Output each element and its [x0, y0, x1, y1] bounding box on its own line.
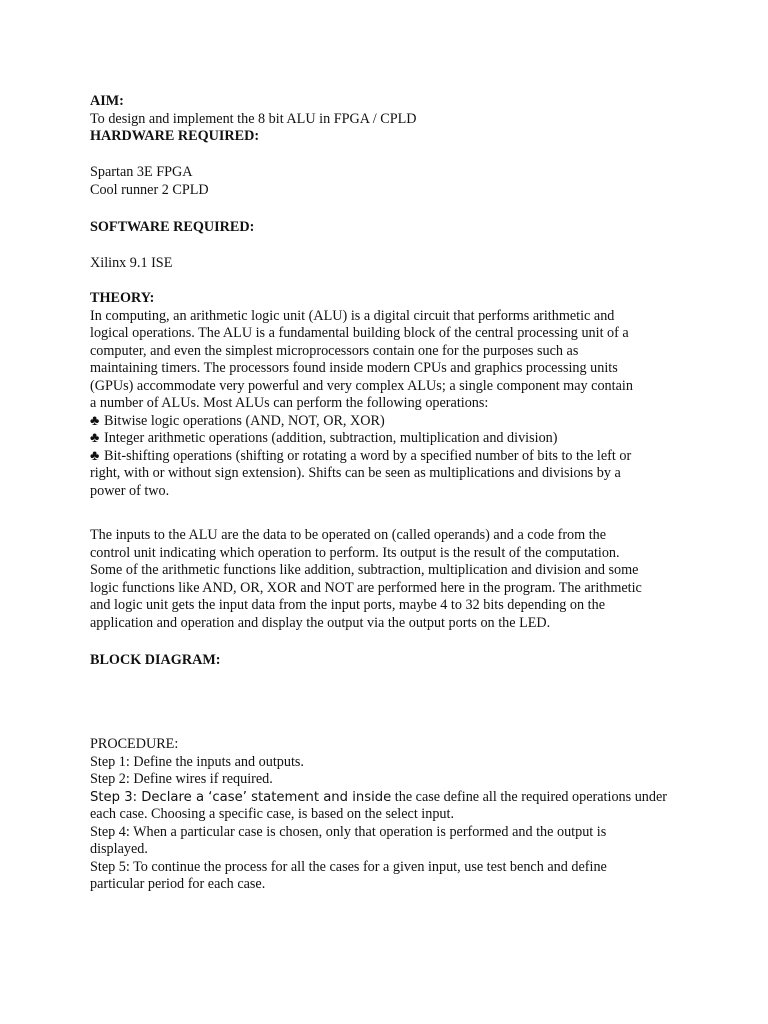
aim-heading: AIM:	[90, 93, 124, 109]
procedure-step-continued: particular period for each case.	[90, 876, 266, 892]
theory-line: Some of the arithmetic functions like addition, subtraction, multiplication and division and some	[90, 562, 639, 578]
bullet-text: Bit-shifting operations (shifting or rotating a word by a specified number of bits to the left or	[104, 447, 632, 464]
aim-section	[90, 93, 690, 146]
theory-paragraph-2	[90, 527, 690, 632]
step-3-part-1: Step 3: Declare a ‘case’ statement and inside	[90, 789, 392, 805]
procedure-section	[90, 736, 690, 894]
theory-line: a number of ALUs. Most ALUs can perform the following operations:	[90, 395, 489, 411]
list-item	[90, 430, 690, 448]
procedure-step: Step 1: Define the inputs and outputs.	[90, 753, 304, 770]
aim-text: To design and implement the 8 bit ALU in FPGA / CPLD	[90, 110, 417, 127]
procedure-step	[90, 789, 690, 807]
hardware-item: Spartan 3E FPGA	[90, 164, 193, 180]
procedure-step-continued: each case. Choosing a specific case, is based on the select input.	[90, 806, 455, 822]
block-diagram-section	[90, 652, 690, 670]
theory-line: The inputs to the ALU are the data to be operated on (called operands) and a code from the	[90, 527, 607, 543]
procedure-step-continued: displayed.	[90, 841, 148, 857]
step-3-part-2: the case define all the required operations under	[391, 788, 667, 805]
hardware-heading: HARDWARE REQUIRED:	[90, 128, 260, 144]
theory-line: logical operations. The ALU is a fundamental building block of the central processing unit of a	[90, 325, 629, 341]
club-bullet-icon: ♣	[90, 412, 100, 429]
theory-line: computer, and even the simplest microprocessors contain one for the purposes such as	[90, 342, 579, 359]
theory-line: control unit indicating which operation to perform. Its output is the result of the computation.	[90, 544, 620, 561]
theory-line: (GPUs) accommodate very powerful and very complex ALUs; a single component may contain	[90, 377, 633, 394]
list-item	[90, 413, 690, 431]
procedure-step: Step 2: Define wires if required.	[90, 771, 273, 787]
theory-line: In computing, an arithmetic logic unit (ALU) is a digital circuit that performs arithmetic and	[90, 307, 615, 324]
software-heading: SOFTWARE REQUIRED:	[90, 219, 255, 235]
theory-line: and logic unit gets the input data from the input ports, maybe 4 to 32 bits depending on the	[90, 597, 605, 613]
bullet-text-continued: right, with or without sign extension). Shifts can be seen as multiplications and divisions by a	[90, 465, 621, 481]
bullet-text: Integer arithmetic operations (addition, subtraction, multiplication and division)	[104, 430, 558, 446]
theory-line: logic functions like AND, OR, XOR and NOT are performed here in the program. The arithmetic	[90, 579, 642, 596]
club-bullet-icon: ♣	[90, 430, 100, 446]
software-heading-block	[90, 219, 690, 237]
bullet-text: Bitwise logic operations (AND, NOT, OR, XOR)	[104, 412, 385, 429]
theory-line: maintaining timers. The processors found inside modern CPUs and graphics processing units	[90, 360, 618, 376]
theory-line: application and operation and display the output via the output ports on the LED.	[90, 614, 551, 631]
bullet-text-continued: power of two.	[90, 482, 170, 499]
software-item: Xilinx 9.1 ISE	[90, 255, 173, 271]
theory-section	[90, 290, 690, 500]
hardware-list	[90, 164, 690, 199]
block-diagram-heading: BLOCK DIAGRAM:	[90, 652, 221, 668]
club-bullet-icon: ♣	[90, 447, 100, 464]
procedure-heading: PROCEDURE:	[90, 736, 179, 752]
procedure-step: Step 4: When a particular case is chosen, only that operation is performed and the output is	[90, 823, 607, 840]
procedure-step: Step 5: To continue the process for all the cases for a given input, use test bench and define	[90, 858, 607, 875]
list-item	[90, 448, 690, 466]
hardware-item: Cool runner 2 CPLD	[90, 181, 209, 198]
software-list	[90, 255, 690, 273]
theory-heading: THEORY:	[90, 290, 155, 306]
